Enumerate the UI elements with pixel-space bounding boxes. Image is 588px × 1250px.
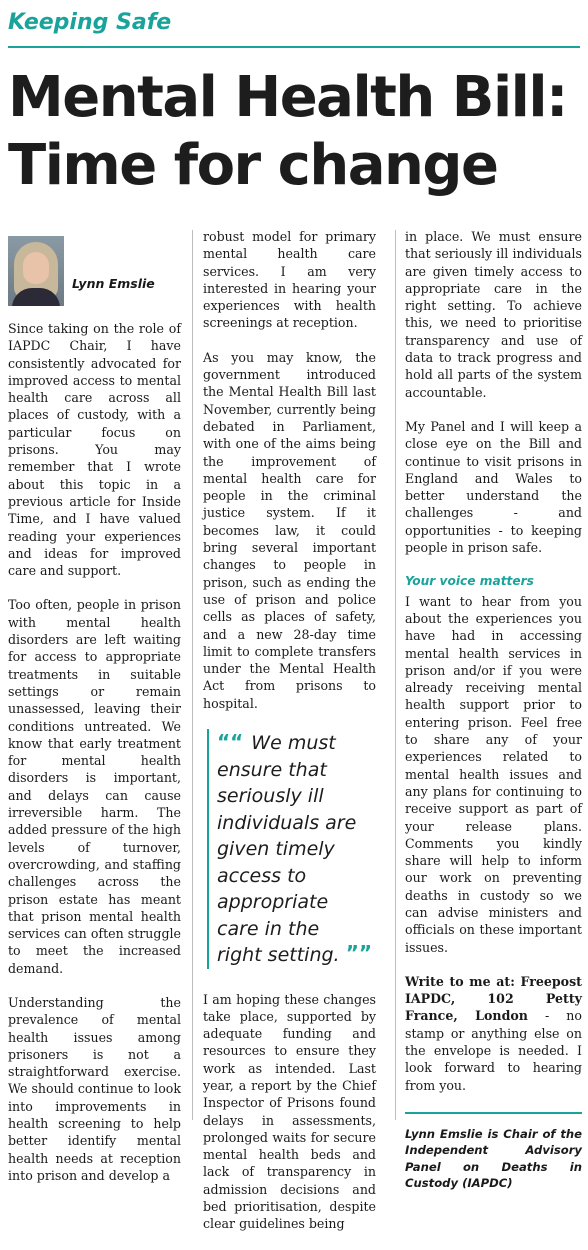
column-divider — [395, 230, 396, 1120]
contact-instructions: - no stamp or anything else on the envelope is needed. I look forward to hearing from you. — [405, 1008, 582, 1093]
column-3 — [405, 228, 582, 1209]
author-photo — [8, 236, 64, 306]
paragraph: Understanding the prevalence of mental health issues among prisoners is not a straightforward exercise. We should continue to look into improvements in health screening to help better identify mental health needs at reception into prison and develop a — [8, 994, 181, 1183]
title-line-1: Mental Health Bill: — [8, 65, 567, 130]
section-header — [8, 6, 580, 48]
paragraph: robust model for primary mental health care services. I am very interested in hearing your experiences with health screenings at reception. — [203, 229, 376, 331]
paragraph: Too often, people in prison with mental health disorders are left waiting for access to appropriate treatments in suitable settings or remain unassessed, leaving their conditions untreated. We know that early treatment for mental health disorders is important, and delays can cause irreversible harm. The added pressure of the high levels of turnover, overcrowding, and staffing challenges across the prison estate has meant that prison mental health services can often struggle to meet the increased demand. — [8, 597, 181, 976]
paragraph: My Panel and I will keep a close eye on the Bill and continue to visit prisons in England and Wales to better understand the challenges - and opportunities - to keeping people in prison safe. — [405, 418, 582, 556]
contact-address: Write to me at: Freepost IAPDC, 102 Petty France, London — [405, 973, 582, 1024]
paragraph: in place. We must ensure that seriously ill individuals are given timely access to appropriate care in the right setting. To achieve this, we need to prioritise transparency and use of data to track progress and hold all parts of the system accountable. — [405, 229, 582, 400]
subheading: Your voice matters — [405, 574, 534, 589]
open-quote-icon: ““ — [217, 730, 244, 755]
paragraph: Since taking on the role of IAPDC Chair, I have consistently advocated for improved access to mental health care across all places of custody, with a particular focus on prisons. You may remember that I wrote about this topic in a previous article for Inside Time, and I have valued reading your experiences and ideas for improved care and support. — [8, 321, 181, 579]
paragraph: As you may know, the government introduced the Mental Health Bill last November, currently being debated in Parliament, with one of the aims being the improvement of mental health care for people in the criminal justice system. If it becomes law, it could bring several important changes to people in prison, such as ending the use of prison and police cells as places of safety, and a new 28-day time limit to complete transfers under the Mental Health Act from prisons to hospital. — [203, 349, 376, 711]
author-byline — [8, 228, 181, 306]
author-name: Lynn Emslie — [72, 275, 155, 291]
author-bio: Lynn Emslie is Chair of the Independent Advisory Panel on Deaths in Custody (IAPDC) — [405, 1126, 582, 1191]
page-title — [8, 64, 580, 200]
bio-rule — [405, 1112, 582, 1114]
column-1 — [8, 228, 181, 1201]
pull-quote-text: We must ensure that seriously ill individuals are given timely access to appropriate care in the right setting. — [217, 732, 357, 967]
paragraph: I want to hear from you about the experiences you have had in accessing mental health services in prison and/or if you were already receiving mental health support prior to entering prison. Feel free to share any of your experiences related to mental health issues and any plans for continuing to receive support as part of your release plans. Comments you kindly share will help to inform our work on preventing deaths in custody so we can advise ministers and officials on these important issues. — [405, 593, 582, 955]
title-line-2: Time for change — [8, 133, 498, 198]
column-divider — [192, 230, 193, 1120]
paragraph: I am hoping these changes take place, supported by adequate funding and resources to ensure they work as intended. Last year, a report by the Chief Inspector of Prisons found delays in assessments, prolonged waits for secure mental health beds and lack of transparency in admission decisions and bed prioritisation, despite clear guidelines being — [203, 991, 376, 1232]
column-2 — [203, 228, 376, 1250]
section-rule — [8, 46, 580, 48]
contact-paragraph — [405, 973, 582, 1094]
section-label: Keeping Safe — [8, 10, 172, 35]
pull-quote — [207, 729, 376, 969]
close-quote-icon: ”” — [345, 941, 372, 966]
